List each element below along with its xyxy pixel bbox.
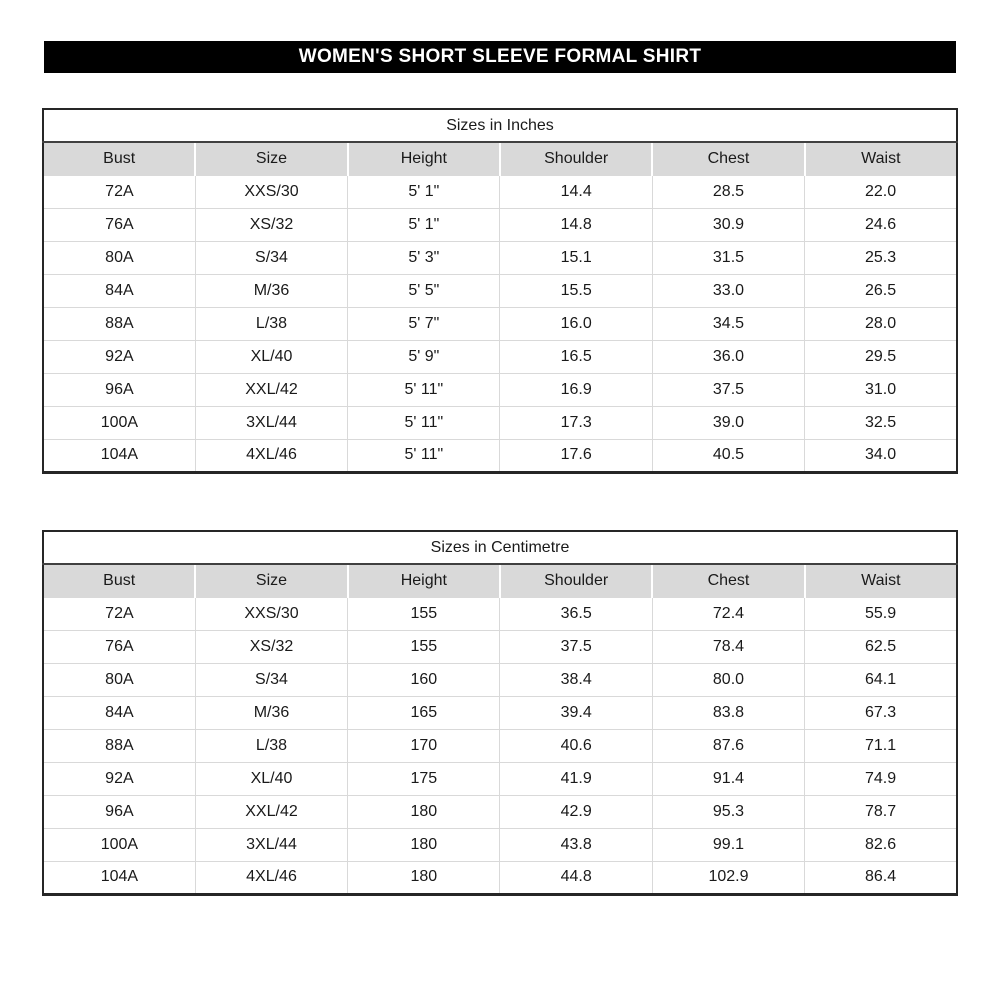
table-cell: 82.6 bbox=[805, 828, 957, 861]
table-row bbox=[43, 795, 957, 828]
table-cell: M/36 bbox=[195, 274, 347, 307]
table-cell: 80A bbox=[43, 241, 195, 274]
column-header: Shoulder bbox=[500, 142, 652, 175]
table-cell: 76A bbox=[43, 208, 195, 241]
table-cell: 16.5 bbox=[500, 340, 652, 373]
table-caption: Sizes in Inches bbox=[43, 109, 957, 142]
table-cell: 39.4 bbox=[500, 696, 652, 729]
table-header-row bbox=[43, 564, 957, 597]
column-header: Height bbox=[348, 142, 500, 175]
table-cell: 155 bbox=[348, 630, 500, 663]
table-cell: 22.0 bbox=[805, 175, 957, 208]
column-header: Chest bbox=[652, 142, 804, 175]
table-cell: 100A bbox=[43, 406, 195, 439]
table-row bbox=[43, 597, 957, 630]
table-cell: L/38 bbox=[195, 307, 347, 340]
table-cell: S/34 bbox=[195, 663, 347, 696]
table-cell: 55.9 bbox=[805, 597, 957, 630]
page-title: WOMEN'S SHORT SLEEVE FORMAL SHIRT bbox=[298, 46, 702, 67]
table-cell: 32.5 bbox=[805, 406, 957, 439]
table-row bbox=[43, 762, 957, 795]
table-cell: 165 bbox=[348, 696, 500, 729]
table-cell: 3XL/44 bbox=[195, 406, 347, 439]
column-header: Height bbox=[348, 564, 500, 597]
table-cell: 15.5 bbox=[500, 274, 652, 307]
table-cell: XL/40 bbox=[195, 340, 347, 373]
table-cell: 5' 9" bbox=[348, 340, 500, 373]
table-cell: 84A bbox=[43, 696, 195, 729]
table-cell: 17.6 bbox=[500, 439, 652, 472]
table-cell: 40.5 bbox=[652, 439, 804, 472]
table-cell: 180 bbox=[348, 795, 500, 828]
table-cell: 95.3 bbox=[652, 795, 804, 828]
table-cell: 3XL/44 bbox=[195, 828, 347, 861]
table-cell: 80A bbox=[43, 663, 195, 696]
table-row bbox=[43, 663, 957, 696]
column-header: Chest bbox=[652, 564, 804, 597]
table-cell: 37.5 bbox=[500, 630, 652, 663]
table-row bbox=[43, 241, 957, 274]
table-row bbox=[43, 696, 957, 729]
table-cell: 84A bbox=[43, 274, 195, 307]
table-cell: 74.9 bbox=[805, 762, 957, 795]
table-cell: 88A bbox=[43, 307, 195, 340]
table-cell: 5' 1" bbox=[348, 175, 500, 208]
table-header-row bbox=[43, 142, 957, 175]
table-cell: 5' 7" bbox=[348, 307, 500, 340]
table-cell: 64.1 bbox=[805, 663, 957, 696]
table-cell: 5' 3" bbox=[348, 241, 500, 274]
table-cell: 42.9 bbox=[500, 795, 652, 828]
table-row bbox=[43, 307, 957, 340]
table-row bbox=[43, 373, 957, 406]
table-cell: 180 bbox=[348, 861, 500, 894]
table-cell: M/36 bbox=[195, 696, 347, 729]
table-cell: 102.9 bbox=[652, 861, 804, 894]
table-cell: 78.4 bbox=[652, 630, 804, 663]
column-header: Size bbox=[195, 142, 347, 175]
table-caption: Sizes in Centimetre bbox=[43, 531, 957, 564]
table-cell: 39.0 bbox=[652, 406, 804, 439]
table-cell: 175 bbox=[348, 762, 500, 795]
table-cell: 86.4 bbox=[805, 861, 957, 894]
table-cell: 78.7 bbox=[805, 795, 957, 828]
table-cell: 76A bbox=[43, 630, 195, 663]
table-cell: 34.0 bbox=[805, 439, 957, 472]
table-cell: 91.4 bbox=[652, 762, 804, 795]
table-cell: 15.1 bbox=[500, 241, 652, 274]
table-cell: 38.4 bbox=[500, 663, 652, 696]
table-cell: S/34 bbox=[195, 241, 347, 274]
table-cell: 160 bbox=[348, 663, 500, 696]
table-cell: 36.0 bbox=[652, 340, 804, 373]
sizes-in-inches-table bbox=[42, 108, 958, 474]
column-header: Waist bbox=[805, 564, 957, 597]
table-cell: XXL/42 bbox=[195, 373, 347, 406]
table-body bbox=[43, 175, 957, 472]
table-cell: 72A bbox=[43, 175, 195, 208]
table-caption-row bbox=[43, 109, 957, 142]
table-cell: 25.3 bbox=[805, 241, 957, 274]
table-cell: 83.8 bbox=[652, 696, 804, 729]
table-row bbox=[43, 729, 957, 762]
table-cell: 87.6 bbox=[652, 729, 804, 762]
table-cell: 31.0 bbox=[805, 373, 957, 406]
table-row bbox=[43, 828, 957, 861]
table-cell: 170 bbox=[348, 729, 500, 762]
table-cell: XXS/30 bbox=[195, 175, 347, 208]
table-cell: 92A bbox=[43, 762, 195, 795]
table-cell: XXS/30 bbox=[195, 597, 347, 630]
table-cell: 99.1 bbox=[652, 828, 804, 861]
table-row bbox=[43, 861, 957, 894]
table-body bbox=[43, 597, 957, 894]
table-cell: 40.6 bbox=[500, 729, 652, 762]
table-cell: 37.5 bbox=[652, 373, 804, 406]
column-header: Size bbox=[195, 564, 347, 597]
table-cell: 14.4 bbox=[500, 175, 652, 208]
table-cell: 5' 5" bbox=[348, 274, 500, 307]
table-cell: 14.8 bbox=[500, 208, 652, 241]
table-cell: 17.3 bbox=[500, 406, 652, 439]
table-cell: 16.0 bbox=[500, 307, 652, 340]
table-cell: L/38 bbox=[195, 729, 347, 762]
table-cell: 5' 11" bbox=[348, 439, 500, 472]
table-cell: XXL/42 bbox=[195, 795, 347, 828]
column-header: Waist bbox=[805, 142, 957, 175]
column-header: Shoulder bbox=[500, 564, 652, 597]
table-row bbox=[43, 175, 957, 208]
table-row bbox=[43, 340, 957, 373]
table-cell: 16.9 bbox=[500, 373, 652, 406]
table-cell: 31.5 bbox=[652, 241, 804, 274]
table-cell: 5' 11" bbox=[348, 373, 500, 406]
column-header: Bust bbox=[43, 142, 195, 175]
table-cell: 71.1 bbox=[805, 729, 957, 762]
table-cell: 43.8 bbox=[500, 828, 652, 861]
table-cell: 24.6 bbox=[805, 208, 957, 241]
table-cell: 88A bbox=[43, 729, 195, 762]
table-cell: 33.0 bbox=[652, 274, 804, 307]
table-row bbox=[43, 274, 957, 307]
table-cell: 28.0 bbox=[805, 307, 957, 340]
table-row bbox=[43, 208, 957, 241]
table-cell: 41.9 bbox=[500, 762, 652, 795]
table-row bbox=[43, 630, 957, 663]
table-cell: 104A bbox=[43, 439, 195, 472]
table-row bbox=[43, 439, 957, 472]
table-cell: XS/32 bbox=[195, 208, 347, 241]
table-cell: 92A bbox=[43, 340, 195, 373]
table-caption-row bbox=[43, 531, 957, 564]
table-cell: 72.4 bbox=[652, 597, 804, 630]
table-cell: XS/32 bbox=[195, 630, 347, 663]
title-banner bbox=[44, 41, 956, 73]
table-cell: 4XL/46 bbox=[195, 861, 347, 894]
table-cell: 72A bbox=[43, 597, 195, 630]
table-cell: 26.5 bbox=[805, 274, 957, 307]
table-cell: 62.5 bbox=[805, 630, 957, 663]
table-cell: 44.8 bbox=[500, 861, 652, 894]
column-header: Bust bbox=[43, 564, 195, 597]
table-cell: 4XL/46 bbox=[195, 439, 347, 472]
table-cell: 100A bbox=[43, 828, 195, 861]
table-cell: 96A bbox=[43, 795, 195, 828]
table-cell: 96A bbox=[43, 373, 195, 406]
table-cell: XL/40 bbox=[195, 762, 347, 795]
table-cell: 30.9 bbox=[652, 208, 804, 241]
table-row bbox=[43, 406, 957, 439]
table-cell: 5' 11" bbox=[348, 406, 500, 439]
sizes-in-centimetre-table bbox=[42, 530, 958, 896]
table-cell: 67.3 bbox=[805, 696, 957, 729]
table-cell: 104A bbox=[43, 861, 195, 894]
table-cell: 28.5 bbox=[652, 175, 804, 208]
table-cell: 180 bbox=[348, 828, 500, 861]
table-cell: 155 bbox=[348, 597, 500, 630]
table-cell: 34.5 bbox=[652, 307, 804, 340]
table-cell: 36.5 bbox=[500, 597, 652, 630]
table-cell: 5' 1" bbox=[348, 208, 500, 241]
table-cell: 29.5 bbox=[805, 340, 957, 373]
table-cell: 80.0 bbox=[652, 663, 804, 696]
